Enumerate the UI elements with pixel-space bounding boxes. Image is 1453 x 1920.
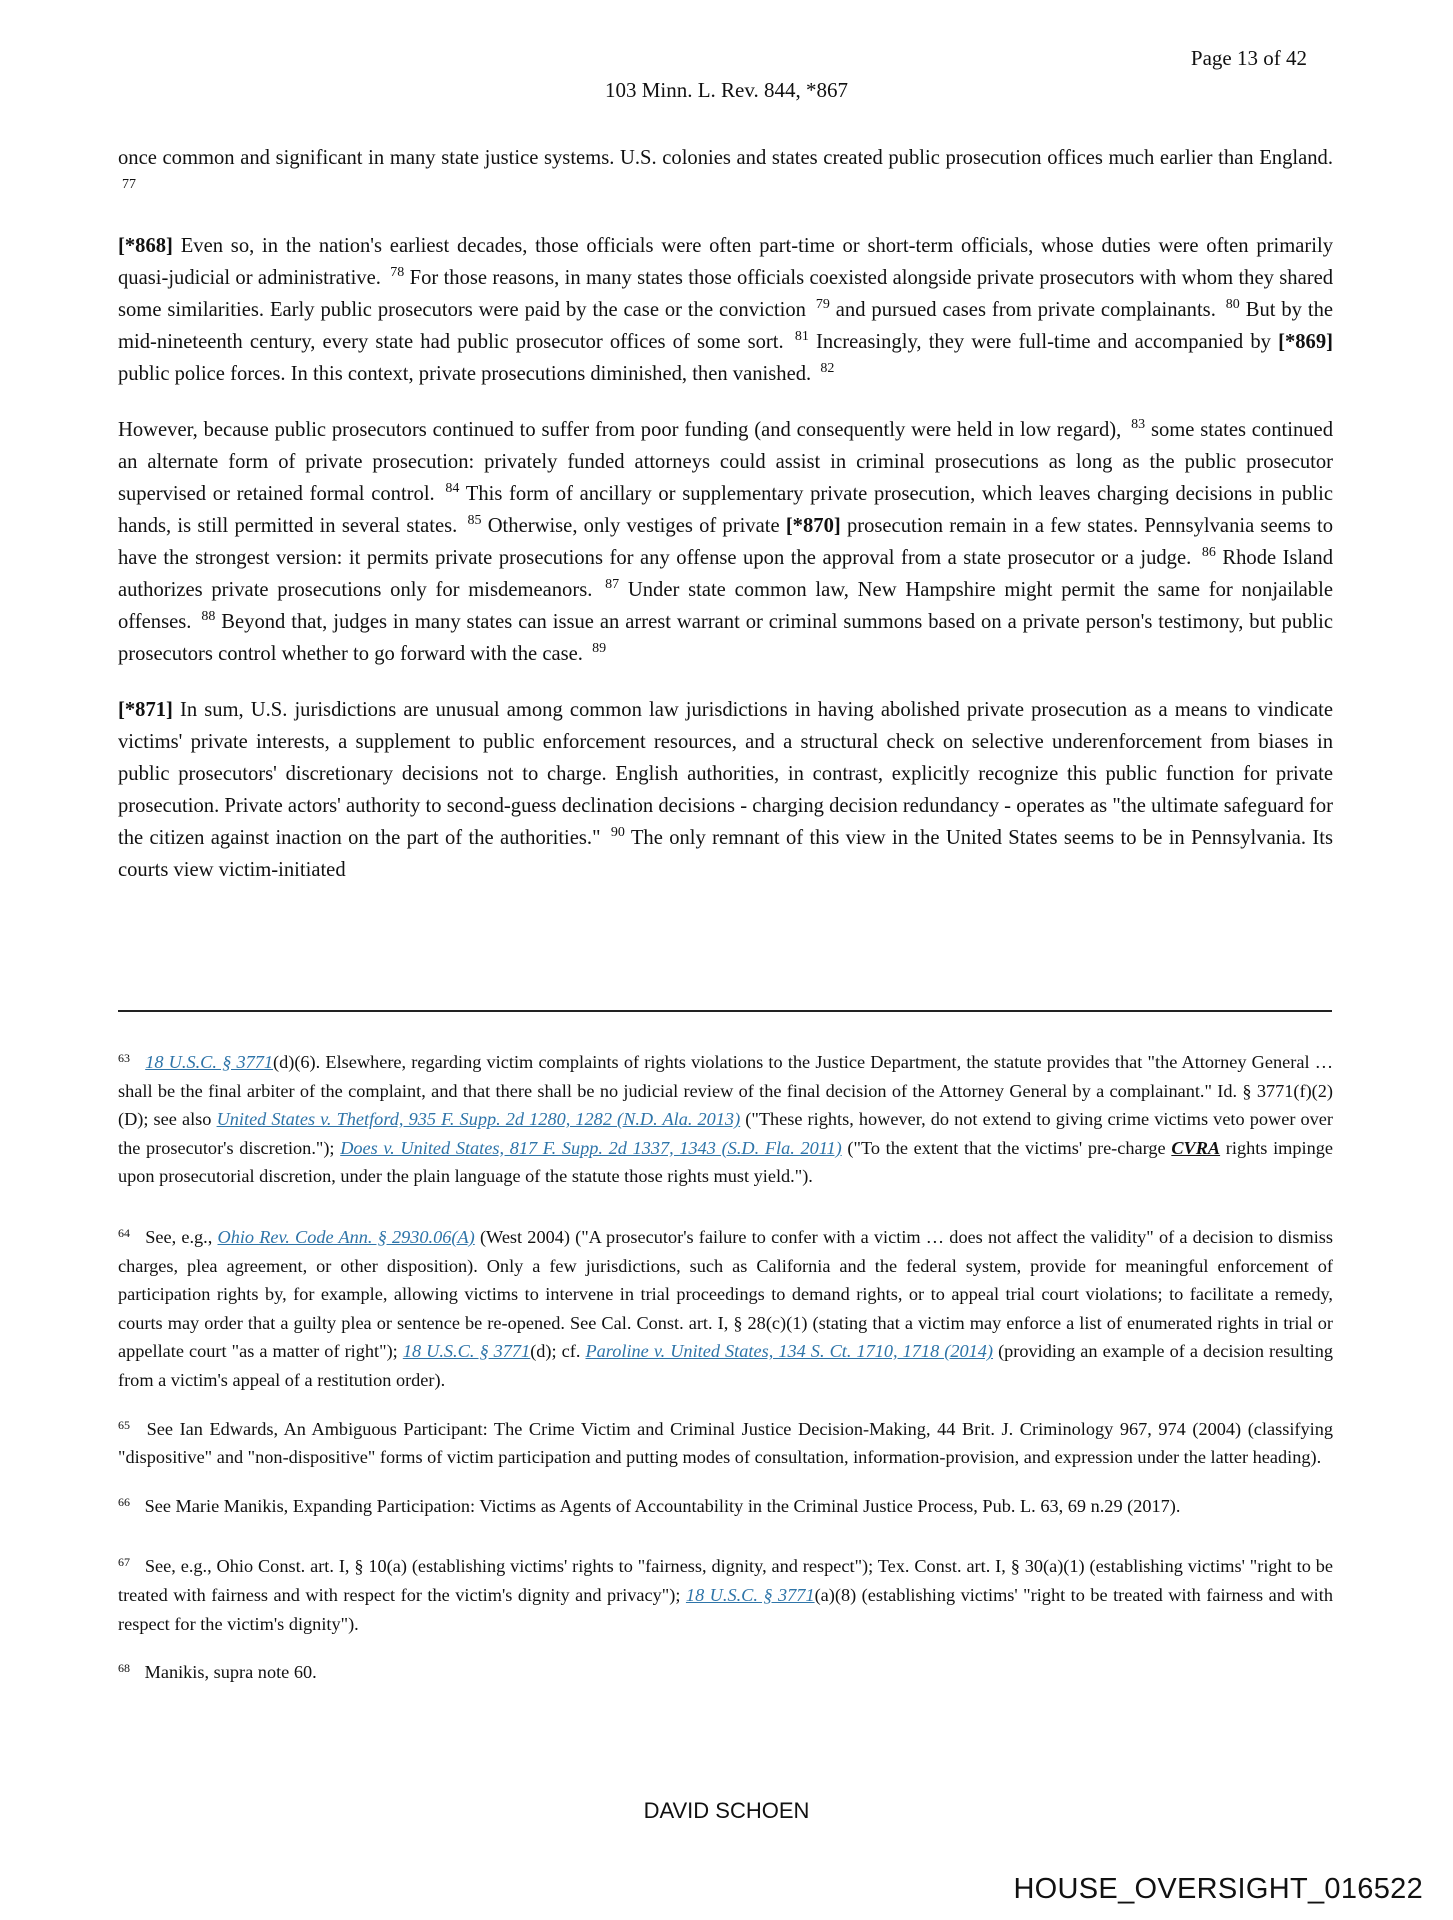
footnote-text: See, e.g., — [145, 1226, 213, 1247]
page-number: Page 13 of 42 — [1190, 46, 1307, 70]
footnote-number: 65 — [118, 1417, 130, 1432]
footnote-text: (West 2004) ("A prosecutor's failure to confer with a victim … does not affect the validity" of a decision to dismiss charges, plea agreement, or other disposition). Only a few jurisdictions, such as California and the federal system, provide for meaningful enforcement of participation rights by, for example, allowing victims to intervene in trial proceedings to demand rights, or to appeal trial court violations; to facilitate a remedy, courts may order that a guilty plea or sentence be re-opened. See Cal. Const. art. I, § 28(c)(1) (stating that a victim may enforce a list of enumerated rights in trial or appellate court "as a matter of right"); — [118, 1226, 1334, 1362]
footnote-ref[interactable]: 79 — [815, 297, 830, 312]
paragraph-4 — [118, 694, 1333, 886]
paragraph-text: public police forces. In this context, private prosecutions diminished, then vanished. — [118, 363, 812, 385]
citation-link[interactable]: Paroline v. United States, 134 S. Ct. 1710, 1718 (2014) — [585, 1341, 994, 1362]
paragraph-text: prosecution remain in a few states. Pennsylvania seems to have the strongest version: it permits private prosecutions for any offense upon the approval from a state prosecutor or a judge. — [118, 515, 1333, 569]
footnote-68 — [118, 1658, 1333, 1687]
paragraph-text: In sum, U.S. jurisdictions are unusual among common law jurisdictions in having abolished private prosecution as a means to vindicate victims' private interests, a supplement to public enforcement resources, and a structural check on selective underenforcement from biases in public prosecutors' discretionary decisions not to charge. English authorities, in contrast, explicitly recognize this public function for private prosecution. Private actors' authority to second-guess declination decisions - charging decision redundancy - operates as "the ultimate safeguard for the citizen against inaction on the part of the authorities." — [118, 699, 1333, 849]
citation-link[interactable]: United States v. Thetford, 935 F. Supp. 2d 1280, 1282 (N.D. Ala. 2013) — [216, 1109, 741, 1130]
footnote-text: ("To the extent that the victims' pre-charge — [847, 1137, 1166, 1158]
highlighted-term: CVRA — [1171, 1137, 1221, 1158]
bates-number: HOUSE_OVERSIGHT_016522 — [1013, 1873, 1423, 1905]
citation-link[interactable]: 18 U.S.C. § 3771 — [145, 1052, 274, 1072]
paragraph-text: Rhode Island authorizes private prosecutions only for misdemeanors. — [118, 547, 1334, 601]
footnote-ref[interactable]: 88 — [201, 609, 216, 624]
footnote-ref[interactable]: 81 — [794, 329, 809, 344]
footnote-text: ("These rights, however, do not extend to giving crime victims veto power over the prosecutor's discretion."); — [118, 1109, 1334, 1158]
paragraph-text: Beyond that, judges in many states can issue an arrest warrant or criminal summons based on a private person's testimony, but public prosecutors control whether to go forward with the case. — [118, 611, 1333, 665]
footnote-ref[interactable]: 83 — [1131, 417, 1146, 432]
footnote-number: 63 — [118, 1051, 130, 1065]
paragraph-text: Under state common law, New Hampshire might permit the same for nonjailable offenses. — [118, 579, 1333, 633]
footnote-text: Manikis, supra note 60. — [144, 1662, 317, 1683]
footnote-divider — [118, 1010, 1332, 1012]
paragraph-text: and pursued cases from private complainants. — [835, 299, 1216, 321]
footer-author: DAVID SCHOEN — [643, 1798, 810, 1823]
footnote-number: 67 — [118, 1555, 130, 1570]
paragraph-text: once common and significant in many state justice systems. U.S. colonies and states created public prosecution offices much earlier than England. — [118, 147, 1333, 169]
footnote-ref[interactable]: 90 — [610, 825, 625, 840]
paragraph-text: Increasingly, they were full-time and accompanied by — [815, 331, 1271, 353]
footnote-ref[interactable]: 77 — [122, 177, 136, 192]
citation-link[interactable]: Does v. United States, 817 F. Supp. 2d 1337, 1343 (S.D. Fla. 2011) — [340, 1137, 842, 1158]
footnotes — [118, 1048, 1333, 1707]
footnote-text: (d); cf. — [530, 1341, 581, 1362]
footnote-text: See Marie Manikis, Expanding Participation: Victims as Agents of Accountability in the Criminal Justice Process, Pub. L. 63, 69 n.29 (2017). — [144, 1495, 1181, 1516]
paragraph-text: Even so, in the nation's earliest decades, those officials were often part-time or short-term officials, whose duties were often primarily quasi-judicial or administrative. — [118, 235, 1333, 289]
footnote-ref[interactable]: 78 — [390, 265, 405, 280]
footnote-number: 64 — [118, 1225, 130, 1240]
footnote-ref[interactable]: 89 — [592, 641, 607, 656]
paragraph-2 — [118, 230, 1333, 390]
footnote-text: (d)(6). Elsewhere, regarding victim complaints of rights violations to the Justice Department, the statute provides that "the Attorney General … shall be the final arbiter of the complaint, and that there shall be no judicial review of the final decision of the Attorney General by a complainant." Id. § 3771(f)(2)(D); see also — [118, 1052, 1333, 1130]
footnote-ref[interactable]: 86 — [1201, 545, 1216, 560]
footnote-67 — [118, 1552, 1333, 1638]
star-page-marker: [*871] — [118, 699, 173, 721]
paragraph-text: This form of ancillary or supplementary private prosecution, which leaves charging decisions in public hands, is still permitted in several states. — [118, 483, 1333, 537]
footnote-text: (providing an example of a decision resulting from a victim's appeal of a restitution order). — [118, 1341, 1333, 1390]
footnote-64 — [118, 1223, 1333, 1395]
footnote-number: 66 — [118, 1494, 130, 1509]
footnote-ref[interactable]: 87 — [605, 577, 620, 592]
footnote-66 — [118, 1492, 1333, 1521]
star-page-marker: [*868] — [118, 235, 173, 257]
footnote-ref[interactable]: 85 — [467, 513, 482, 528]
running-head: 103 Minn. L. Rev. 844, *867 — [604, 78, 849, 102]
citation-link[interactable]: 18 U.S.C. § 3771 — [402, 1341, 531, 1362]
paragraph-3 — [118, 414, 1333, 670]
body-text — [118, 142, 1333, 910]
footnote-text: See Ian Edwards, An Ambiguous Participant: The Crime Victim and Criminal Justice Decision-Making, 44 Brit. J. Criminology 967, 974 (2004) (classifying "dispositive" and "non-dispositive" forms of victim participation and putting modes of consultation, information-provision, and expression under the latter heading). — [118, 1418, 1334, 1468]
footnote-number: 68 — [118, 1661, 130, 1676]
paragraph-text: For those reasons, in many states those officials coexisted alongside private prosecutors with whom they shared some similarities. Early public prosecutors were paid by the case or the conviction — [118, 267, 1334, 321]
footnote-63 — [118, 1048, 1333, 1191]
star-page-marker: [*870] — [785, 515, 841, 537]
citation-link[interactable]: 18 U.S.C. § 3771 — [685, 1584, 815, 1605]
footnote-text: See, e.g., Ohio Const. art. I, § 10(a) (establishing victims' rights to "fairness, dignity, and respect"); Tex. Const. art. I, § 30(a)(1) (establishing victims' "right to be treated with fairness and with respect for the victim's dignity and privacy"); — [118, 1556, 1333, 1605]
star-page-marker: [*869] — [1278, 331, 1334, 353]
paragraph-text: The only remnant of this view in the United States seems to be in Pennsylvania. Its courts view victim-initiated — [118, 827, 1333, 881]
footnote-ref[interactable]: 84 — [445, 481, 460, 496]
footnote-ref[interactable]: 80 — [1225, 297, 1240, 312]
citation-link[interactable]: Ohio Rev. Code Ann. § 2930.06(A) — [217, 1226, 475, 1247]
paragraph-text: Otherwise, only vestiges of private — [487, 515, 780, 537]
paragraph-text: some states continued an alternate form of private prosecution: privately funded attorneys could assist in criminal prosecutions as long as the public prosecutor supervised or retained formal control. — [118, 419, 1333, 505]
footnote-65 — [118, 1415, 1333, 1472]
footnote-ref[interactable]: 82 — [820, 361, 835, 376]
footnote-text: (a)(8) (establishing victims' "right to be treated with fairness and with respect for the victim's dignity"). — [118, 1584, 1333, 1634]
paragraph-1 — [118, 142, 1333, 206]
footnote-text: rights impinge upon prosecutorial discretion, under the plain language of the statute those rights must yield."). — [118, 1137, 1333, 1187]
paragraph-text: But by the mid-nineteenth century, every state had public prosecutor offices of some sort. — [118, 299, 1334, 353]
paragraph-text: However, because public prosecutors continued to suffer from poor funding (and consequently were held in low regard), — [118, 419, 1122, 441]
